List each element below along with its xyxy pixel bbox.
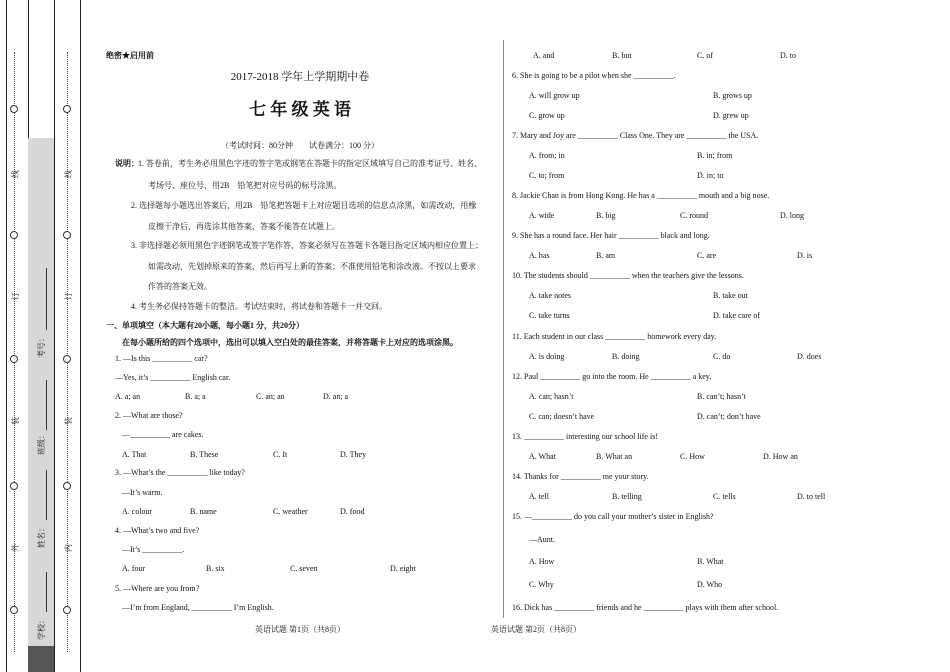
option[interactable]: B. telling [612, 492, 642, 501]
inner-dotted-line [67, 52, 68, 652]
option[interactable]: C. to; from [529, 171, 565, 180]
option[interactable]: D. Who [697, 580, 723, 589]
question-stem: —Aunt. [529, 535, 555, 544]
option[interactable]: B. six [206, 564, 225, 573]
option[interactable]: D. in; to [697, 171, 724, 180]
option[interactable]: A. How [529, 557, 555, 566]
option[interactable]: B. These [190, 450, 219, 459]
option[interactable]: B. What an [596, 452, 633, 461]
instruction-line: 4. 考生务必保持答题卡的整洁。考试结束时，将试卷和答题卡一并交回。 [131, 302, 387, 311]
option[interactable]: C. take turns [529, 311, 570, 320]
instruction-line: 3. 非选择题必须用黑色字迹钢笔或签字笔作答，答案必须写在答题卡各题目指定区域内相应位置上； [131, 241, 483, 250]
page-footer: 英语试题 第2页（共8页） [491, 625, 581, 634]
exam-meta: （考试时间：80分钟 试卷满分：100 分） [221, 141, 379, 150]
option[interactable]: C. can; doesn’t have [529, 412, 595, 421]
question-stem: 12. Paul __________ go into the room. He __________ a key. [512, 372, 712, 381]
question-stem: 10. The students should __________ when the teachers give the lessons. [512, 271, 744, 280]
question-stem: —I’m from England, __________ I’m English. [122, 603, 274, 612]
option[interactable]: B. can’t; hasn’t [697, 392, 746, 401]
option[interactable]: D. an; a [323, 392, 349, 401]
option[interactable]: D. can’t; don’t have [697, 412, 761, 421]
option[interactable]: A. take notes [529, 291, 571, 300]
inner-char: 线 [64, 170, 73, 178]
punch-circle [10, 606, 18, 614]
question-stem: —It’s warm. [122, 488, 163, 497]
name-field[interactable] [46, 470, 47, 520]
option[interactable]: B. a; a [185, 392, 206, 401]
option[interactable]: C. How [680, 452, 705, 461]
question-stem: —It’s __________. [122, 545, 185, 554]
instruction-line: 作答的答案无效。 [148, 282, 212, 291]
option[interactable]: B. but [612, 51, 632, 60]
option[interactable]: A. colour [122, 507, 153, 516]
option[interactable]: B. take out [713, 291, 748, 300]
option[interactable]: C. an; an [256, 392, 285, 401]
cut-dotted-line [14, 52, 15, 652]
section-desc: 在每小题所给的四个选项中，选出可以填入空白处的最佳答案，并将答题卡上对应的选项涂黑。 [122, 338, 458, 347]
subject-title: 七 年 级 英 语 [249, 100, 351, 119]
option[interactable]: A. is doing [529, 352, 565, 361]
option[interactable]: A. wide [529, 211, 555, 220]
option[interactable]: D. They [340, 450, 367, 459]
cut-char: 订 [11, 292, 20, 300]
punch-circle [63, 482, 71, 490]
option[interactable]: B. name [190, 507, 217, 516]
option[interactable]: D. to tell [797, 492, 826, 501]
instruction-line: 1. 答卷前，考生务必用黑色字迹的签字笔或钢笔在答题卡的指定区域填写自己的准考证号、姓名、 [138, 159, 482, 168]
punch-circle [10, 231, 18, 239]
question-stem: 9. She has a round face. Her hair __________ black and long. [512, 231, 710, 240]
exam-number-field[interactable] [46, 268, 47, 330]
punch-circle [10, 482, 18, 490]
option[interactable]: D. take care of [713, 311, 761, 320]
option[interactable]: B. grows up [713, 91, 752, 100]
option[interactable]: D. grew up [713, 111, 749, 120]
section-title: 一、单项填空（本大题有20小题，每小题1 分，共20分） [106, 321, 304, 330]
option[interactable]: C. weather [273, 507, 308, 516]
option[interactable]: A. a; an [115, 392, 141, 401]
info-field-band [28, 138, 54, 646]
option[interactable]: B. in; from [697, 151, 733, 160]
option[interactable]: C. It [273, 450, 288, 459]
question-stem: 13. __________ interesting our school life is! [512, 432, 658, 441]
question-stem: 2. —What are those? [115, 411, 183, 420]
question-stem: 14. Thanks for __________ me your story. [512, 472, 649, 481]
question-stem: 16. Dick has __________ friends and he __________ plays with them after school. [512, 603, 779, 612]
option[interactable]: A. can; hasn’t [529, 392, 574, 401]
punch-circle [63, 355, 71, 363]
option[interactable]: A. What [529, 452, 556, 461]
secret-mark: 绝密★启用前 [106, 51, 154, 60]
option[interactable]: A. from; in [529, 151, 565, 160]
punch-circle [63, 606, 71, 614]
question-stem: —Yes, it’s __________ English car. [115, 373, 231, 382]
option[interactable]: A. tell [529, 492, 549, 501]
option[interactable]: C. Why [529, 580, 554, 589]
cut-char: 线 [11, 170, 20, 178]
cut-char: 外 [11, 544, 20, 552]
dark-band [28, 646, 54, 672]
question-stem: 6. She is going to be a pilot when she __________. [512, 71, 676, 80]
punch-circle [63, 105, 71, 113]
punch-circle [10, 105, 18, 113]
option[interactable]: D. to [780, 51, 796, 60]
option[interactable]: C. of [697, 51, 713, 60]
question-stem: 11. Each student in our class __________ homework every day. [512, 332, 717, 341]
punch-circle [10, 355, 18, 363]
option[interactable]: D. food [340, 507, 365, 516]
school-field[interactable] [46, 572, 47, 612]
question-stem: 15. —__________ do you call your mother’s sister in English? [512, 512, 714, 521]
question-stem: 3. —What’s the __________ like today? [115, 468, 245, 477]
strip-line-2 [54, 0, 55, 672]
option[interactable]: C. are [697, 251, 717, 260]
strip-line-3 [80, 0, 81, 672]
inner-char: 装 [64, 417, 73, 425]
option[interactable]: A. will grow up [529, 91, 580, 100]
option[interactable]: D. is [797, 251, 813, 260]
option[interactable]: A. four [122, 564, 146, 573]
instruction-line: 考场号、座位号，用2B 铅笔把对应号码的标号涂黑。 [148, 181, 342, 190]
question-stem: 7. Mary and Joy are __________ Class One. They are __________ the USA. [512, 131, 759, 140]
option[interactable]: C. round [680, 211, 708, 220]
question-stem: 8. Jackie Chan is from Hong Kong. He has a __________ mouth and a big nose. [512, 191, 770, 200]
exam-title: 2017-2018 学年上学期期中卷 [230, 71, 370, 83]
option[interactable]: B. doing [612, 352, 640, 361]
option[interactable]: B. big [596, 211, 616, 220]
option[interactable]: C. seven [290, 564, 318, 573]
question-stem: —__________ are cakes. [122, 430, 204, 439]
cut-char: 装 [11, 417, 20, 425]
option[interactable]: C. do [713, 352, 731, 361]
instructions-label: 说明： [115, 159, 139, 168]
option[interactable]: D. How an [763, 452, 798, 461]
name-label: 姓名： [37, 524, 46, 548]
class-field[interactable] [46, 380, 47, 430]
option[interactable]: B. What [697, 557, 724, 566]
option[interactable]: D. long [780, 211, 804, 220]
school-label: 学校： [37, 616, 46, 640]
page-footer: 英语试题 第1页（共8页） [255, 625, 345, 634]
inner-char: 内 [64, 544, 73, 552]
page-divider [503, 40, 504, 618]
question-stem: 4. —What’s two and five? [115, 526, 200, 535]
option[interactable]: B. am [596, 251, 616, 260]
question-stem: 1. —Is this __________ car? [115, 354, 208, 363]
instruction-line: 2. 选择题每小题选出答案后，用2B 铅笔把答题卡上对应题目选项的信息点涂黑，如需改动，用橡 [131, 201, 477, 210]
option[interactable]: A. has [529, 251, 550, 260]
option[interactable]: D. eight [390, 564, 416, 573]
option[interactable]: C. tells [713, 492, 736, 501]
exam-number-label: 考号： [37, 334, 46, 358]
class-label: 班级： [37, 431, 46, 455]
option[interactable]: A. and [533, 51, 555, 60]
outer-border-line [6, 0, 7, 672]
punch-circle [63, 231, 71, 239]
inner-char: 订 [64, 292, 73, 300]
option[interactable]: D. does [797, 352, 822, 361]
instruction-line: 皮擦干净后，再选涂其他答案，答案不能答在试题上。 [148, 222, 340, 231]
instruction-line: 如需改动，先划掉原来的答案，然后再写上新的答案；不准使用铅笔和涂改液。不按以上要求 [148, 262, 476, 271]
option[interactable]: C. grow up [529, 111, 565, 120]
question-stem: 5. —Where are you from? [115, 584, 200, 593]
option[interactable]: A. That [122, 450, 147, 459]
